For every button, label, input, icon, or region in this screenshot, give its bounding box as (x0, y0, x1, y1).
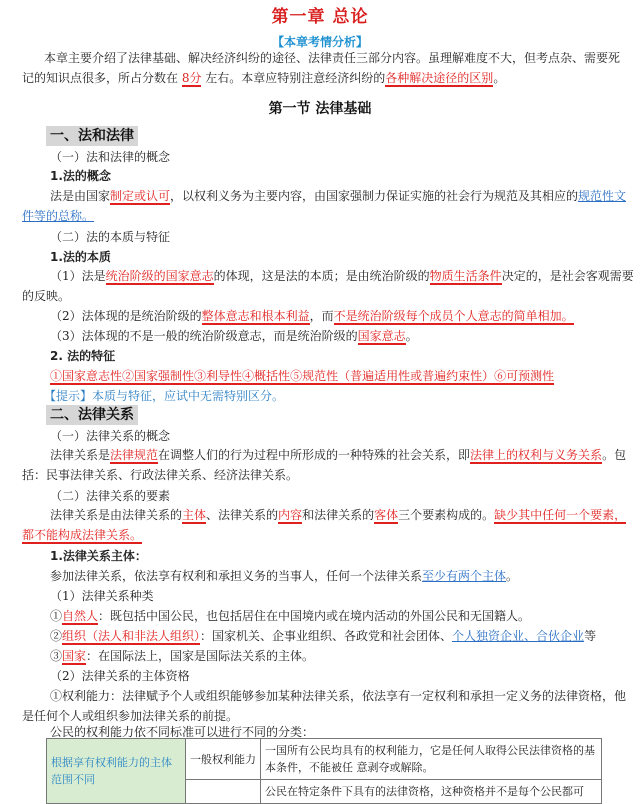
features-list: ①国家意志性②国家强制性③利导性④概括性⑤规范性（普遍适用性或普遍约束性）⑥可预测性 (50, 369, 555, 383)
law-concept-heading: （一）法和法律的概念 (50, 150, 171, 164)
score-highlight: 8分 (181, 71, 202, 85)
type-state: ③国家：在国际法上，国家是国际法关系的主体。 (50, 649, 315, 663)
relation-concept-line-2: 括：民事法律关系、行政法律关系、经济法律关系。 (22, 468, 299, 482)
essence-3: （3）法体现的不是一般的统治阶级意志，而是统治阶级的国家意志。 (50, 329, 418, 343)
capacity-line-1: ①权利能力：法律赋予个人或组织能够参加某种法律关系，依法享有一定权利和承担一定义务的法律资格，他 (50, 689, 627, 703)
elements-line-1: 法律关系是由法律关系的主体、法律关系的内容和法律关系的客体三个要素构成的。缺少其中任何一个要素， (50, 508, 627, 522)
capacity-table (46, 738, 602, 804)
essence-sub: 1.法的本质 (50, 250, 111, 264)
relation-concept-heading: （一）法律关系的概念 (50, 429, 171, 443)
essence-heading: （二）法的本质与特征 (50, 230, 171, 244)
table-type-cell (186, 780, 261, 804)
law-concept-line-2: 件等的总称。 (22, 209, 95, 223)
capacity-line-2: 是任何个人或组织参加法律关系的前提。 (22, 709, 239, 723)
law-concept-sub: 1.法的概念 (50, 169, 111, 183)
heading-legal-relation: 二、法律关系 (46, 405, 138, 425)
classification-line: 公民的权利能力依不同标准可以进行不同的分类： (50, 725, 315, 739)
table-desc-cell: 公民在特定条件下具有的法律资格，这种资格并不是每个公民都可 (261, 780, 602, 804)
table-row (47, 739, 602, 780)
tip-note: 【提示】本质与特征，应试中无需特别区分。 (44, 389, 285, 403)
elements-heading: （二）法律关系的要素 (50, 489, 171, 503)
table-group-cell: 根据享有权利能力的主体范围不同 (47, 739, 186, 804)
chapter-title: 第一章 总论 (271, 7, 369, 27)
essence-2: （2）法体现的是统治阶级的整体意志和根本利益，而不是统治阶级每个成员个人意志的简单相加。 (50, 309, 574, 323)
subject-sub: 1.法律关系主体： (50, 549, 147, 563)
section-title: 第一节 法律基础 (268, 101, 372, 117)
features-sub: 2. 法的特征 (50, 349, 116, 363)
resolution-highlight: 各种解决途径的区别 (385, 71, 494, 85)
intro-line-2: 记的知识点很多，所占分数在 8分 左右。本章应特别注意经济纠纷的各种解决途径的区别。 (22, 71, 506, 85)
intro-line-1: 本章主要介绍了法律基础、解决经济纠纷的途径、法律责任三部分内容。虽理解难度不大，但考点杂、需要死 (44, 51, 621, 65)
law-concept-line-1: 法是由国家制定或认可，以权利义务为主要内容，由国家强制力保证实施的社会行为规范及其相应的规范性文 (50, 189, 627, 203)
heading-law: 一、法和法律 (46, 126, 138, 146)
table-type-cell: 一般权利能力 (186, 739, 261, 780)
relation-concept-line-1: 法律关系是法律规范在调整人们的行为过程中所形成的一种特殊的社会关系，即法律上的权利与义务关系。包 (50, 448, 627, 462)
essence-1-line-2: 的反映。 (22, 289, 71, 303)
essence-1-line-1: （1）法是统治阶级的国家意志的体现，这是法的本质；是由统治阶级的物质生活条件决定的，是社会客观需要 (50, 269, 634, 283)
type-organization: ②组织（法人和非法人组织）：国家机关、企事业组织、各政党和社会团体、个人独资企业、合伙企业等 (50, 629, 597, 643)
type-natural-person: ①自然人：既包括中国公民，也包括居住在中国境内或在境内活动的外国公民和无国籍人。 (50, 609, 531, 623)
analysis-label: 【本章考情分析】 (271, 35, 368, 49)
types-heading: （1）法律关系种类 (50, 589, 154, 603)
elements-line-2: 都不能构成法律关系。 (22, 528, 143, 542)
table-desc-cell: 一国所有公民均具有的权利能力，它是任何人取得公民法律资格的基本条件，不能被任 意剥夺或解除。 (261, 739, 602, 780)
qualification-heading: （2）法律关系的主体资格 (50, 669, 190, 683)
subject-definition: 参加法律关系，依法享有权利和承担义务的当事人，任何一个法律关系至少有两个主体。 (50, 569, 519, 583)
